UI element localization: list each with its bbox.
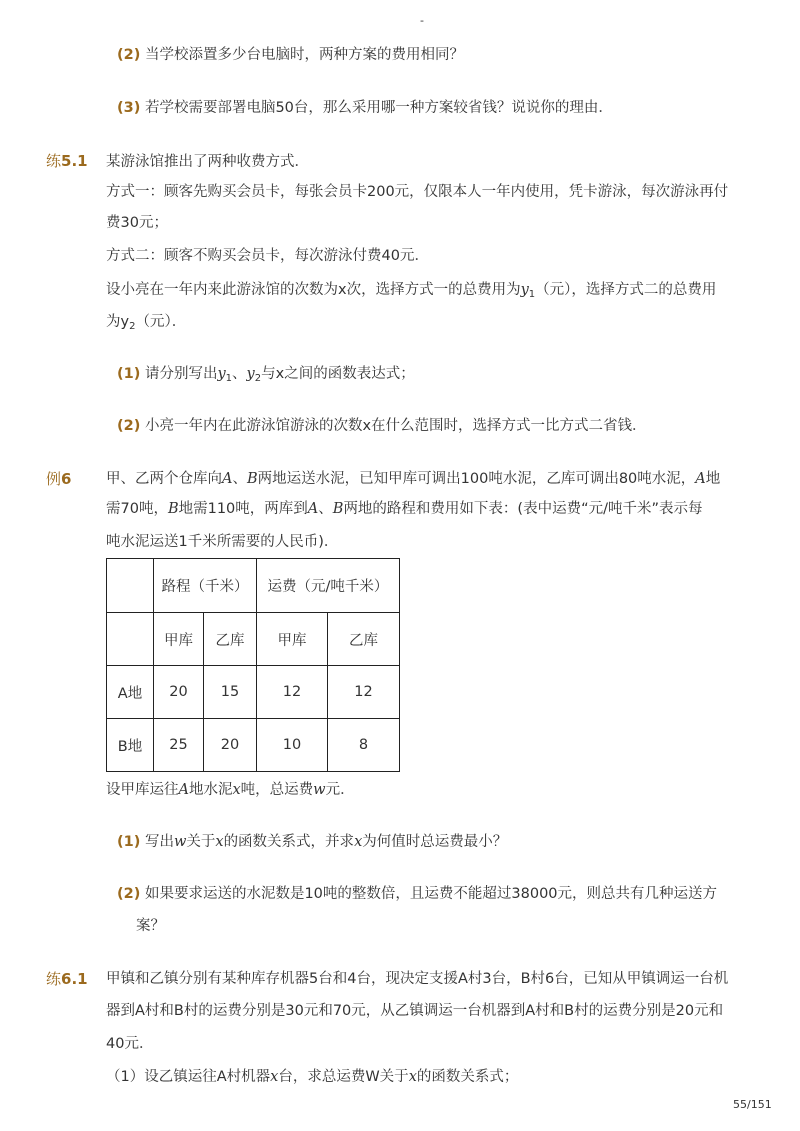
ex51-setup-cont: 为$y_2$（元）． <box>106 314 187 332</box>
table-cell: 25 <box>154 719 204 772</box>
question-number: (2) <box>117 47 141 63</box>
question-2 <box>117 45 464 65</box>
table-cell: 12 <box>328 666 400 719</box>
table-cell: 10 <box>257 719 328 772</box>
table-header-cost: 运费（元/吨千米） <box>257 559 400 613</box>
ex51-option-2: 方式二：顾客不购买会员卡，每次游泳付费40元． <box>106 248 429 264</box>
table-empty-cell <box>107 613 154 666</box>
ex6-setup: 设甲库运往A地水泥x吨，总运费w元． <box>106 782 355 798</box>
page-number: 55/151 <box>733 1098 772 1111</box>
table-cell: 15 <box>204 666 257 719</box>
ex61-line-3: 40元． <box>106 1036 154 1052</box>
table-row <box>107 666 400 719</box>
ex6-question-2-cont: 案？ <box>136 918 165 934</box>
cost-table <box>106 558 400 772</box>
ex6-line-3: 吨水泥运送1千米所需要的人民币)． <box>106 534 339 550</box>
ex51-setup: 设小亮在一年内来此游泳馆的次数为x次，选择方式一的总费用为$y_1$（元），选择方式二的总费用 <box>106 282 717 300</box>
question-3 <box>117 98 613 118</box>
exercise-tag-6-1: 练6.1 <box>46 970 88 988</box>
ex61-line-2: 器到A村和B村的运费分别是30元和70元，从乙镇调运一台机器到A村和B村的运费分别是20元和 <box>106 1003 724 1019</box>
table-subheader: 甲库 <box>257 613 328 666</box>
table-subheader: 乙库 <box>204 613 257 666</box>
table-corner-cell <box>107 559 154 613</box>
ex51-intro: 某游泳馆推出了两种收费方式． <box>106 154 309 170</box>
question-number: (3) <box>117 100 141 116</box>
table-subheader: 甲库 <box>154 613 204 666</box>
ex6-question-2: (2) 如果要求运送的水泥数是10吨的整数倍，且运费不能超过38000元，则总共有几种运送方 <box>117 886 718 902</box>
table-cell: 20 <box>204 719 257 772</box>
table-cell: 12 <box>257 666 328 719</box>
ex51-option-1: 方式一：顾客先购买会员卡，每张会员卡200元，仅限本人一年内使用，凭卡游泳，每次游泳再付 <box>106 184 729 200</box>
table-header-distance: 路程（千米） <box>154 559 257 613</box>
ex51-question-2: (2) 小亮一年内在此游泳馆游泳的次数x在什么范围时，选择方式一比方式二省钱． <box>117 418 647 434</box>
example-tag-6: 例6 <box>46 470 72 488</box>
ex51-question-1: (1) 请分别写出$y_1$、$y_2$与x之间的函数表达式； <box>117 366 415 384</box>
ex61-question-1: （1）设乙镇运往A村机器x台，求总运费W关于x的函数关系式； <box>106 1069 519 1085</box>
ex6-question-1: (1) 写出w关于x的函数关系式，并求x为何值时总运费最小？ <box>117 834 508 850</box>
question-text: 若学校需要部署电脑50台，那么采用哪一种方案较省钱？说说你的理由． <box>144 100 613 116</box>
ex6-line-1: 甲、乙两个仓库向A、B两地运送水泥，已知甲库可调出100吨水泥，乙库可调出80吨水泥，A地 <box>106 471 721 487</box>
ex61-line-1: 甲镇和乙镇分别有某种库存机器5台和4台，现决定支援A村3台，B村6台，已知从甲镇调运一台机 <box>106 971 729 987</box>
table-cell: 8 <box>328 719 400 772</box>
header-mark: - <box>420 14 424 27</box>
table-row-label: B地 <box>107 719 154 772</box>
table-row-label: A地 <box>107 666 154 719</box>
table-cell: 20 <box>154 666 204 719</box>
table-row <box>107 719 400 772</box>
exercise-tag-5-1: 练5.1 <box>46 152 88 170</box>
question-text: 当学校添置多少台电脑时，两种方案的费用相同？ <box>144 47 464 63</box>
ex6-line-2: 需70吨，B地需110吨，两库到A、B两地的路程和费用如下表：(表中运费“元/吨千米”表示每 <box>106 501 703 517</box>
table-subheader: 乙库 <box>328 613 400 666</box>
ex51-option-1-cont: 费30元； <box>106 215 168 231</box>
